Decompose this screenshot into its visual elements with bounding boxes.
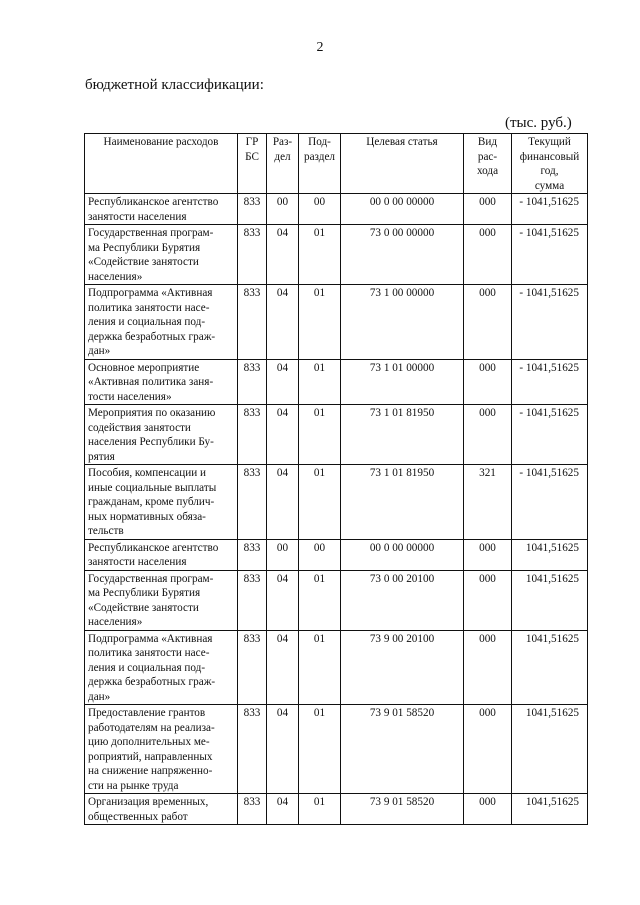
cell-grbs: 833	[238, 285, 267, 360]
cell-podrazdel: 01	[299, 359, 341, 405]
cell-name: Предоставление грантов работодателям на реализа- цию дополнительных ме- роприятий, направленных на снижение напряженно- сти на рынке труда	[85, 705, 238, 794]
cell-razdel: 04	[267, 570, 299, 630]
cell-target: 73 9 01 58520	[341, 705, 464, 794]
cell-vid: 321	[464, 465, 512, 540]
table-row	[85, 630, 588, 705]
cell-razdel: 00	[267, 194, 299, 225]
cell-grbs: 833	[238, 405, 267, 465]
table-row	[85, 285, 588, 360]
cell-vid: 000	[464, 359, 512, 405]
cell-sum: - 1041,51625	[512, 405, 588, 465]
table-row	[85, 794, 588, 825]
header-razdel: Раз- дел	[267, 134, 299, 194]
cell-razdel: 04	[267, 405, 299, 465]
cell-target: 73 9 01 58520	[341, 794, 464, 825]
cell-target: 73 9 00 20100	[341, 630, 464, 705]
table-row	[85, 405, 588, 465]
table-header-row	[85, 134, 588, 194]
cell-grbs: 833	[238, 359, 267, 405]
cell-grbs: 833	[238, 465, 267, 540]
cell-name: Организация временных, общественных работ	[85, 794, 238, 825]
cell-podrazdel: 01	[299, 405, 341, 465]
cell-grbs: 833	[238, 539, 267, 570]
cell-sum: - 1041,51625	[512, 359, 588, 405]
cell-razdel: 04	[267, 630, 299, 705]
cell-target: 73 1 01 81950	[341, 465, 464, 540]
cell-sum: 1041,51625	[512, 570, 588, 630]
cell-podrazdel: 00	[299, 539, 341, 570]
cell-podrazdel: 01	[299, 630, 341, 705]
table-row	[85, 465, 588, 540]
header-grbs: ГР БС	[238, 134, 267, 194]
cell-vid: 000	[464, 405, 512, 465]
cell-podrazdel: 01	[299, 225, 341, 285]
table-row	[85, 539, 588, 570]
cell-vid: 000	[464, 705, 512, 794]
cell-target: 73 1 00 00000	[341, 285, 464, 360]
cell-razdel: 04	[267, 465, 299, 540]
cell-podrazdel: 01	[299, 705, 341, 794]
cell-name: Государственная програм- ма Республики Бурятия «Содействие занятости населения»	[85, 225, 238, 285]
cell-razdel: 00	[267, 539, 299, 570]
header-target: Целевая статья	[341, 134, 464, 194]
header-name: Наименование расходов	[85, 134, 238, 194]
cell-grbs: 833	[238, 570, 267, 630]
cell-razdel: 04	[267, 794, 299, 825]
cell-grbs: 833	[238, 630, 267, 705]
cell-vid: 000	[464, 285, 512, 360]
table-row	[85, 359, 588, 405]
table-row	[85, 570, 588, 630]
intro-text: бюджетной классификации:	[85, 77, 264, 93]
cell-name: Республиканское агентство занятости населения	[85, 194, 238, 225]
cell-razdel: 04	[267, 285, 299, 360]
cell-vid: 000	[464, 225, 512, 285]
cell-podrazdel: 00	[299, 194, 341, 225]
cell-name: Государственная програм- ма Республики Бурятия «Содействие занятости населения»	[85, 570, 238, 630]
cell-vid: 000	[464, 630, 512, 705]
table-row	[85, 225, 588, 285]
budget-table	[84, 133, 588, 825]
page-number: 2	[316, 40, 324, 55]
cell-target: 73 1 01 00000	[341, 359, 464, 405]
cell-name: Мероприятия по оказанию содействия занятости населения Республики Бу- рятия	[85, 405, 238, 465]
cell-name: Подпрограмма «Активная политика занятости насе- ления и социальная под- держка безработных граж- дан»	[85, 630, 238, 705]
cell-sum: - 1041,51625	[512, 225, 588, 285]
cell-target: 00 0 00 00000	[341, 194, 464, 225]
cell-sum: 1041,51625	[512, 539, 588, 570]
cell-grbs: 833	[238, 225, 267, 285]
header-podrazdel: Под- раздел	[299, 134, 341, 194]
cell-razdel: 04	[267, 225, 299, 285]
header-vid: Вид рас- хода	[464, 134, 512, 194]
cell-target: 00 0 00 00000	[341, 539, 464, 570]
cell-target: 73 0 00 00000	[341, 225, 464, 285]
cell-target: 73 0 00 20100	[341, 570, 464, 630]
cell-podrazdel: 01	[299, 465, 341, 540]
cell-sum: - 1041,51625	[512, 194, 588, 225]
cell-name: Подпрограмма «Активная политика занятости насе- ления и социальная под- держка безработных граж- дан»	[85, 285, 238, 360]
cell-vid: 000	[464, 570, 512, 630]
cell-vid: 000	[464, 794, 512, 825]
cell-name: Республиканское агентство занятости населения	[85, 539, 238, 570]
cell-razdel: 04	[267, 359, 299, 405]
cell-sum: - 1041,51625	[512, 465, 588, 540]
cell-podrazdel: 01	[299, 570, 341, 630]
cell-razdel: 04	[267, 705, 299, 794]
table-row	[85, 194, 588, 225]
cell-sum: 1041,51625	[512, 630, 588, 705]
cell-sum: - 1041,51625	[512, 285, 588, 360]
header-sum: Текущий финансовый год, сумма	[512, 134, 588, 194]
cell-vid: 000	[464, 194, 512, 225]
table-row	[85, 705, 588, 794]
cell-podrazdel: 01	[299, 285, 341, 360]
cell-podrazdel: 01	[299, 794, 341, 825]
cell-sum: 1041,51625	[512, 705, 588, 794]
cell-name: Пособия, компенсации и иные социальные выплаты гражданам, кроме публич- ных нормативных обяза- тельств	[85, 465, 238, 540]
cell-grbs: 833	[238, 794, 267, 825]
cell-target: 73 1 01 81950	[341, 405, 464, 465]
units-label: (тыс. руб.)	[505, 115, 572, 131]
cell-vid: 000	[464, 539, 512, 570]
cell-grbs: 833	[238, 705, 267, 794]
cell-sum: 1041,51625	[512, 794, 588, 825]
cell-grbs: 833	[238, 194, 267, 225]
cell-name: Основное мероприятие «Активная политика заня- тости населения»	[85, 359, 238, 405]
